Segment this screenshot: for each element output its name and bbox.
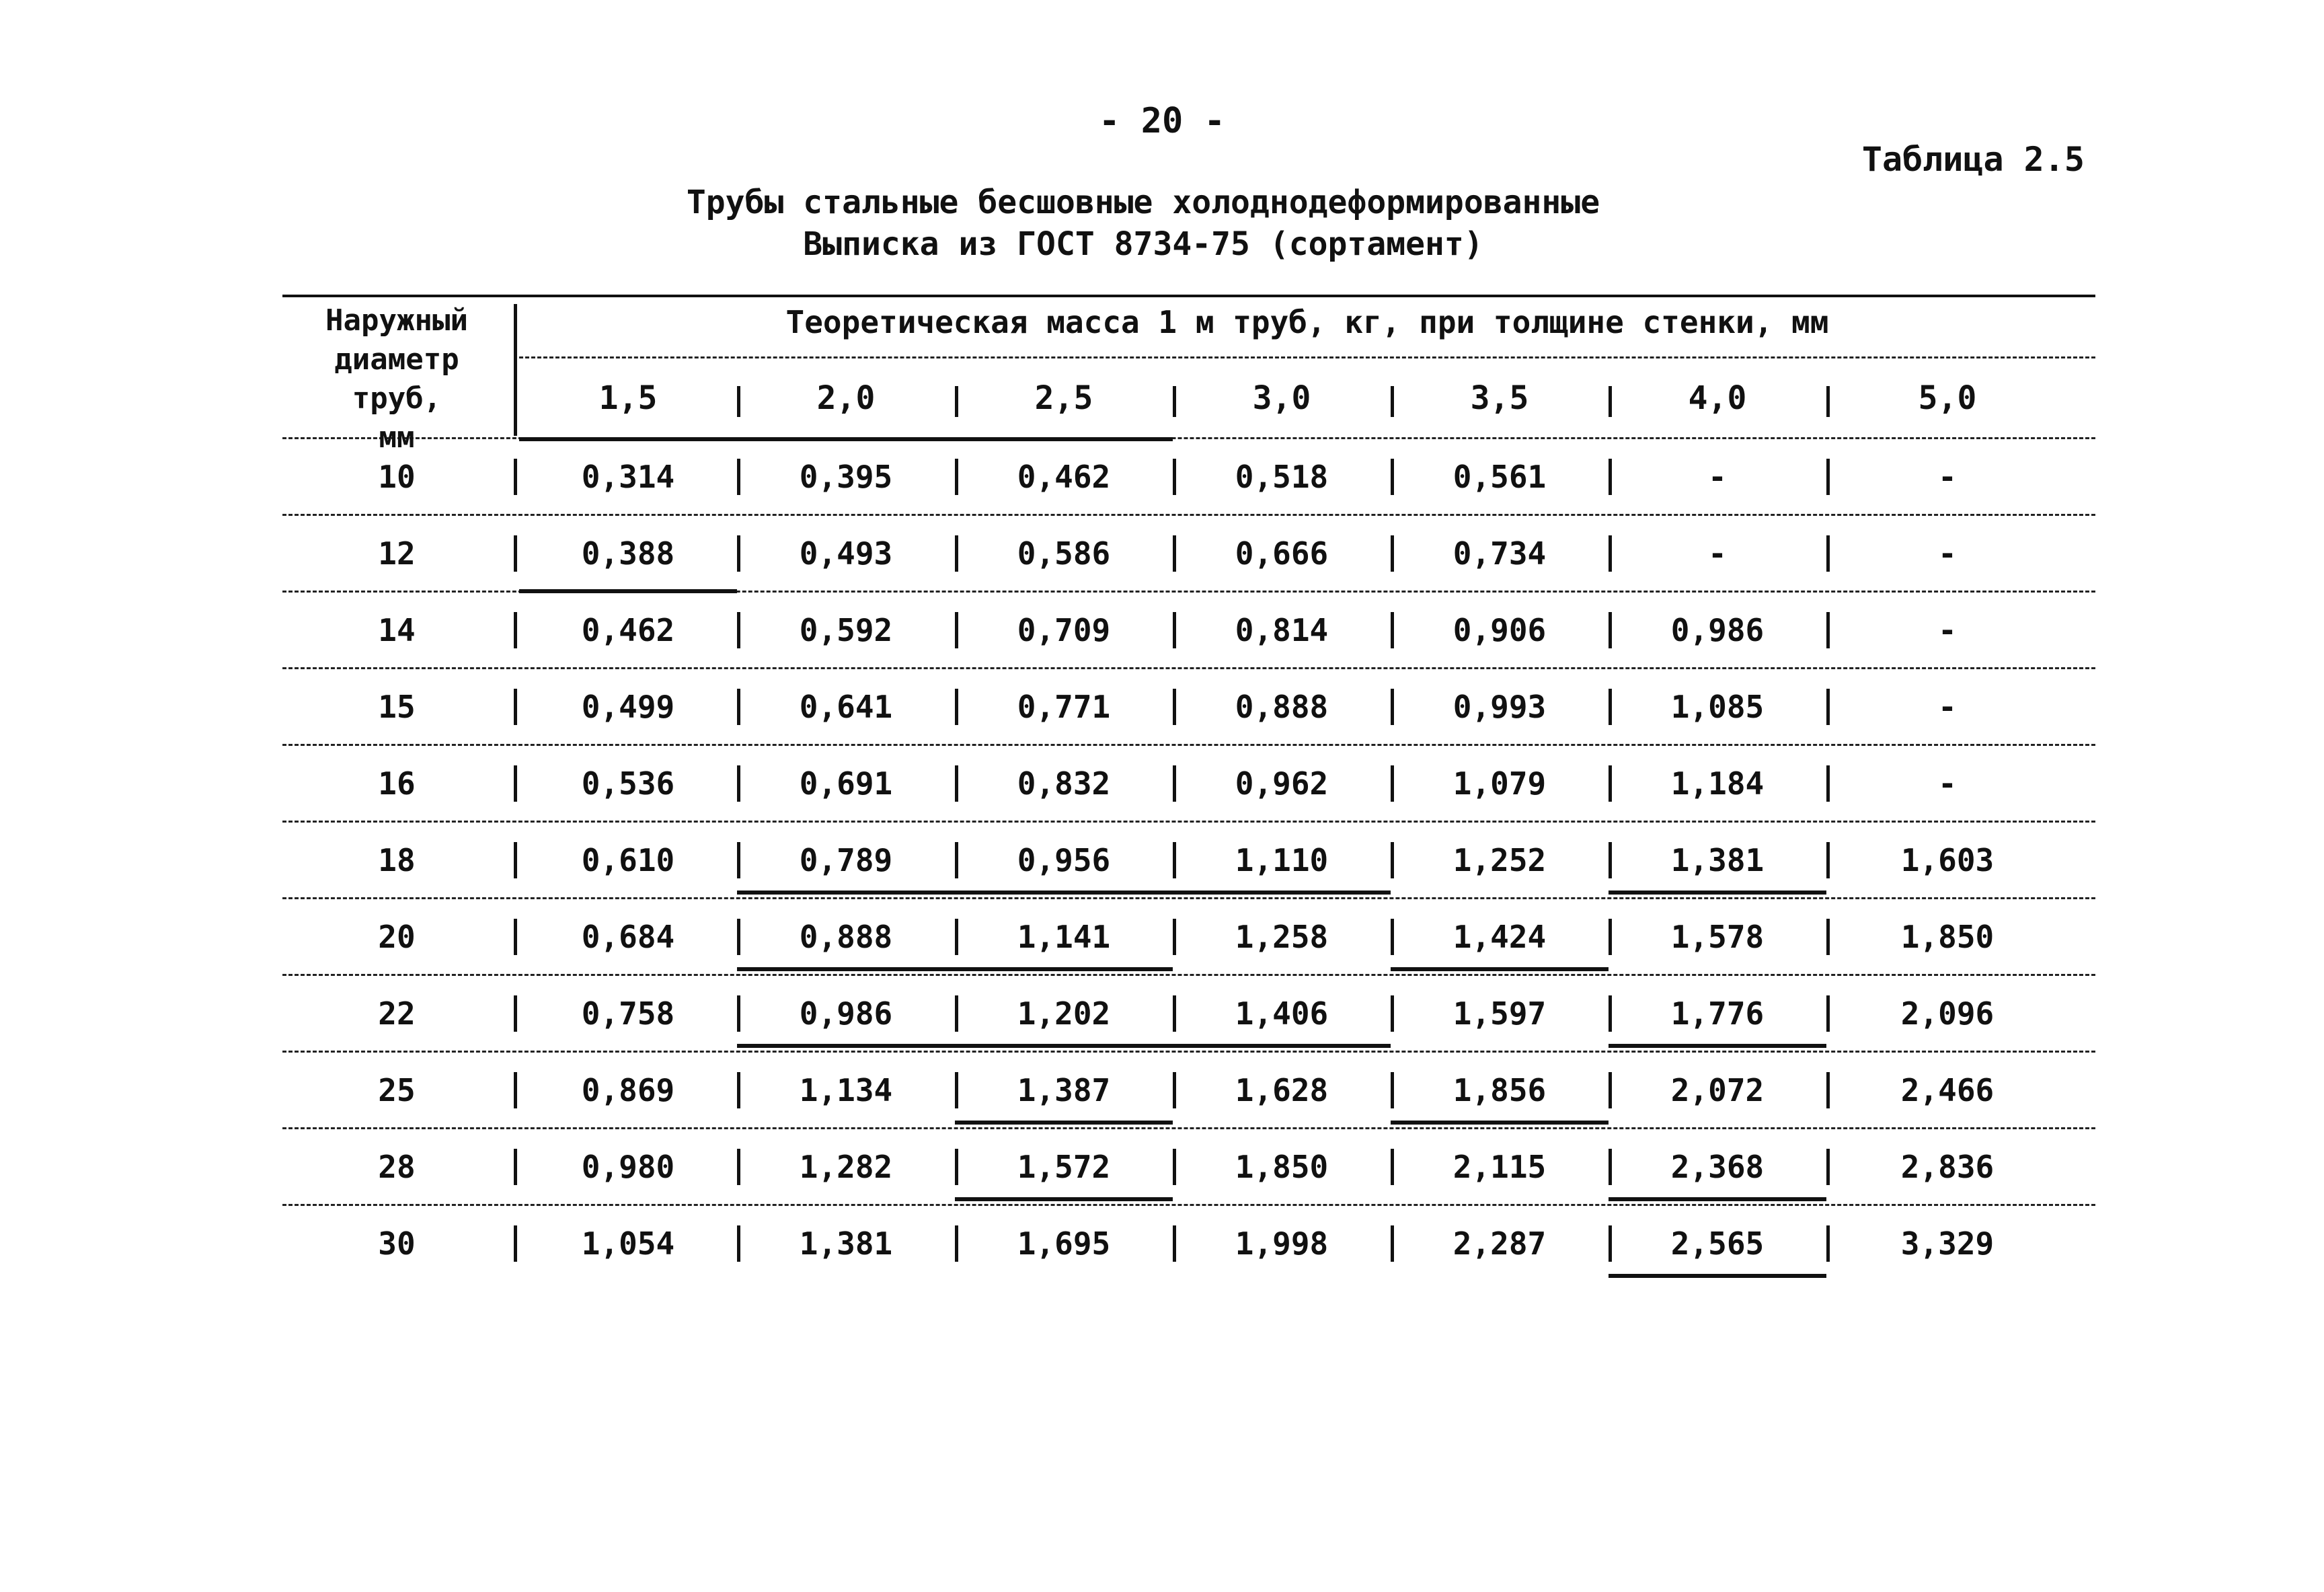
column-separator	[1826, 995, 1830, 1032]
col-header-2: 2,0	[816, 379, 876, 417]
mass-cell: 1,597	[1452, 995, 1547, 1032]
column-separator	[1173, 612, 1176, 648]
page-number: - 20 -	[1099, 101, 1225, 141]
column-separator	[1826, 1072, 1830, 1108]
mass-cell: 0,666	[1235, 535, 1329, 572]
mass-cell: 1,998	[1235, 1225, 1329, 1262]
table-row	[282, 899, 2095, 975]
mass-cell: 1,085	[1670, 689, 1765, 725]
mass-cell: 0,314	[581, 459, 675, 495]
mass-cell: 1,850	[1900, 919, 1994, 955]
mass-cell: 1,572	[1017, 1149, 1111, 1185]
mass-cell: 0,832	[1017, 765, 1111, 802]
column-separator	[955, 919, 958, 955]
table-top-rule	[282, 295, 2095, 297]
column-separator	[1391, 995, 1394, 1032]
title-line-1: Трубы стальные бесшовные холоднодеформированные	[686, 184, 1600, 221]
column-separator	[1609, 612, 1612, 648]
column-separator	[1391, 919, 1394, 955]
row-diameter: 30	[378, 1225, 416, 1262]
mass-cell: 0,493	[799, 535, 893, 572]
mass-cell: 0,888	[799, 919, 893, 955]
highlight-border	[519, 437, 1173, 441]
column-separator	[1826, 919, 1830, 955]
column-separator	[1391, 612, 1394, 648]
mass-cell: 2,287	[1452, 1225, 1547, 1262]
column-separator	[1609, 765, 1612, 802]
column-separator	[955, 995, 958, 1032]
mass-cell: 1,141	[1017, 919, 1111, 955]
mass-cell: 0,561	[1452, 459, 1547, 495]
mass-cell: 0,641	[799, 689, 893, 725]
col-header-4: 3,0	[1252, 379, 1311, 417]
column-separator	[955, 535, 958, 572]
column-separator	[1609, 459, 1612, 495]
column-separator	[1173, 995, 1176, 1032]
mass-cell: 1,134	[799, 1072, 893, 1108]
column-separator	[514, 689, 517, 725]
column-separator	[1173, 459, 1176, 495]
column-separator	[514, 612, 517, 648]
mass-cell: 0,395	[799, 459, 893, 495]
column-separator	[737, 1149, 740, 1185]
col-header-5: 3,5	[1470, 379, 1529, 417]
mass-cell: 0,592	[799, 612, 893, 648]
table-row	[282, 1052, 2095, 1129]
stub-header-line-3: мм	[379, 420, 415, 455]
column-separator	[1173, 1225, 1176, 1262]
stub-header-line-1: Наружный	[325, 303, 468, 338]
mass-cell: 2,836	[1900, 1149, 1994, 1185]
column-separator	[1391, 765, 1394, 802]
column-separator	[1609, 1072, 1612, 1108]
mass-cell: 1,184	[1670, 765, 1765, 802]
column-separator	[1826, 1149, 1830, 1185]
column-separator	[514, 765, 517, 802]
row-diameter: 15	[378, 689, 416, 725]
highlight-border	[737, 967, 1173, 971]
column-separator	[1173, 919, 1176, 955]
row-diameter: 20	[378, 919, 416, 955]
column-separator	[955, 459, 958, 495]
mass-cell: 1,079	[1452, 765, 1547, 802]
mass-cell: 0,388	[581, 535, 675, 572]
column-separator	[1173, 1072, 1176, 1108]
column-separator	[955, 1072, 958, 1108]
wall-thickness-span-header: Теоретическая масса 1 м труб, кг, при толщине стенки, мм	[785, 304, 1829, 340]
column-separator	[514, 995, 517, 1032]
mass-cell: -	[1938, 459, 1957, 495]
col-header-3: 2,5	[1034, 379, 1093, 417]
column-separator	[737, 842, 740, 878]
column-separator	[1391, 842, 1394, 878]
highlight-border	[1609, 1274, 1826, 1278]
column-separator	[955, 1149, 958, 1185]
mass-cell: 0,869	[581, 1072, 675, 1108]
column-separator	[737, 459, 740, 495]
mass-cell: 1,628	[1235, 1072, 1329, 1108]
table-row	[282, 745, 2095, 822]
mass-cell: 0,684	[581, 919, 675, 955]
table-row	[282, 1205, 2095, 1282]
highlight-border	[519, 589, 737, 593]
mass-cell: 2,368	[1670, 1149, 1765, 1185]
mass-cell: -	[1708, 535, 1727, 572]
mass-cell: 1,202	[1017, 995, 1111, 1032]
column-separator	[514, 1149, 517, 1185]
mass-cell: 1,381	[799, 1225, 893, 1262]
mass-cell: 1,406	[1235, 995, 1329, 1032]
mass-cell: 0,956	[1017, 842, 1111, 878]
mass-cell: 2,096	[1900, 995, 1994, 1032]
mass-cell: 1,424	[1452, 919, 1547, 955]
mass-cell: -	[1938, 535, 1957, 572]
col-header-7: 5,0	[1918, 379, 1977, 417]
col-header-1: 1,5	[598, 379, 658, 417]
row-diameter: 25	[378, 1072, 416, 1108]
column-separator	[1609, 535, 1612, 572]
column-separator	[1826, 842, 1830, 878]
mass-cell: -	[1938, 612, 1957, 648]
table-row	[282, 439, 2095, 515]
highlight-border	[1609, 890, 1826, 895]
highlight-border	[955, 1121, 1173, 1125]
mass-cell: 0,962	[1235, 765, 1329, 802]
title-line-2: Выписка из ГОСТ 8734-75 (сортамент)	[803, 225, 1483, 263]
column-separator	[1173, 842, 1176, 878]
column-separator	[737, 765, 740, 802]
column-separator	[955, 1225, 958, 1262]
column-separator	[1826, 612, 1830, 648]
column-separator	[1391, 535, 1394, 572]
column-separator	[1173, 765, 1176, 802]
pipe-mass-table	[282, 295, 2095, 1291]
column-separator	[1173, 535, 1176, 572]
mass-cell: 1,258	[1235, 919, 1329, 955]
row-diameter: 22	[378, 995, 416, 1032]
column-separator	[1391, 1225, 1394, 1262]
mass-cell: 0,518	[1235, 459, 1329, 495]
column-separator	[514, 1072, 517, 1108]
mass-cell: 0,462	[1017, 459, 1111, 495]
mass-cell: -	[1708, 459, 1727, 495]
mass-cell: 0,586	[1017, 535, 1111, 572]
mass-cell: 0,610	[581, 842, 675, 878]
column-separator	[955, 842, 958, 878]
mass-cell: 0,980	[581, 1149, 675, 1185]
header-span-divider	[519, 356, 2095, 358]
mass-cell: 2,466	[1900, 1072, 1994, 1108]
mass-cell: 0,906	[1452, 612, 1547, 648]
mass-cell: 2,115	[1452, 1149, 1547, 1185]
mass-cell: 0,986	[799, 995, 893, 1032]
column-separator	[737, 535, 740, 572]
mass-cell: 1,603	[1900, 842, 1994, 878]
mass-cell: 0,789	[799, 842, 893, 878]
column-separator	[955, 612, 958, 648]
table-row	[282, 975, 2095, 1052]
column-separator	[514, 459, 517, 495]
highlight-border	[737, 890, 1391, 895]
mass-cell: 1,252	[1452, 842, 1547, 878]
row-diameter: 12	[378, 535, 416, 572]
mass-cell: 0,986	[1670, 612, 1765, 648]
mass-cell: 1,282	[799, 1149, 893, 1185]
mass-cell: 0,734	[1452, 535, 1547, 572]
mass-cell: 1,054	[581, 1225, 675, 1262]
column-separator	[1826, 765, 1830, 802]
table-row	[282, 669, 2095, 745]
column-separator	[514, 535, 517, 572]
mass-cell: 1,110	[1235, 842, 1329, 878]
stub-header-separator	[514, 304, 517, 436]
column-separator	[737, 919, 740, 955]
mass-cell: 0,888	[1235, 689, 1329, 725]
mass-cell: 0,993	[1452, 689, 1547, 725]
column-separator	[514, 842, 517, 878]
column-separator	[1173, 689, 1176, 725]
table-title	[605, 182, 1681, 265]
mass-cell: 0,499	[581, 689, 675, 725]
column-separator	[955, 765, 958, 802]
mass-cell: 1,856	[1452, 1072, 1547, 1108]
mass-cell: 0,758	[581, 995, 675, 1032]
mass-cell: 0,709	[1017, 612, 1111, 648]
column-separator	[955, 689, 958, 725]
column-separator	[1391, 1149, 1394, 1185]
mass-cell: 0,814	[1235, 612, 1329, 648]
mass-cell: 1,695	[1017, 1225, 1111, 1262]
highlight-border	[1391, 967, 1609, 971]
mass-cell: 0,691	[799, 765, 893, 802]
table-row	[282, 515, 2095, 592]
highlight-border	[1609, 1197, 1826, 1201]
table-row	[282, 1129, 2095, 1205]
column-separator	[1826, 689, 1830, 725]
column-separator	[1391, 689, 1394, 725]
mass-cell: 0,536	[581, 765, 675, 802]
mass-cell: 2,565	[1670, 1225, 1765, 1262]
column-separator	[1609, 689, 1612, 725]
column-separator	[1609, 995, 1612, 1032]
mass-cell: 1,850	[1235, 1149, 1329, 1185]
mass-cell: 1,776	[1670, 995, 1765, 1032]
mass-cell: -	[1938, 689, 1957, 725]
mass-cell: 3,329	[1900, 1225, 1994, 1262]
mass-cell: 1,381	[1670, 842, 1765, 878]
column-separator	[737, 1225, 740, 1262]
mass-cell: 1,578	[1670, 919, 1765, 955]
column-separator	[1609, 1225, 1612, 1262]
column-separator	[1391, 1072, 1394, 1108]
highlight-border	[737, 1044, 1391, 1048]
column-separator	[1609, 919, 1612, 955]
row-diameter: 16	[378, 765, 416, 802]
highlight-border	[1609, 1044, 1826, 1048]
mass-cell: 0,462	[581, 612, 675, 648]
column-separator	[1609, 842, 1612, 878]
col-header-6: 4,0	[1688, 379, 1747, 417]
row-diameter: 10	[378, 459, 416, 495]
table-row	[282, 822, 2095, 899]
column-separator	[737, 612, 740, 648]
stub-column-header	[282, 301, 511, 457]
column-separator	[737, 995, 740, 1032]
column-separator	[1826, 1225, 1830, 1262]
column-separator	[514, 1225, 517, 1262]
mass-cell: 0,771	[1017, 689, 1111, 725]
column-separator	[1391, 459, 1394, 495]
stub-header-line-2: диаметр труб,	[334, 342, 459, 416]
row-diameter: 14	[378, 612, 416, 648]
column-separator	[737, 1072, 740, 1108]
column-separator	[1173, 1149, 1176, 1185]
row-diameter: 28	[378, 1149, 416, 1185]
column-separator	[737, 689, 740, 725]
mass-cell: 2,072	[1670, 1072, 1765, 1108]
row-diameter: 18	[378, 842, 416, 878]
column-separator	[514, 919, 517, 955]
mass-cell: 1,387	[1017, 1072, 1111, 1108]
column-separator	[1826, 535, 1830, 572]
column-separator	[1826, 459, 1830, 495]
highlight-border	[1391, 1121, 1609, 1125]
highlight-border	[955, 1197, 1173, 1201]
mass-cell: -	[1938, 765, 1957, 802]
table-label: Таблица 2.5	[1861, 140, 2085, 179]
table-row	[282, 592, 2095, 669]
column-separator	[1609, 1149, 1612, 1185]
